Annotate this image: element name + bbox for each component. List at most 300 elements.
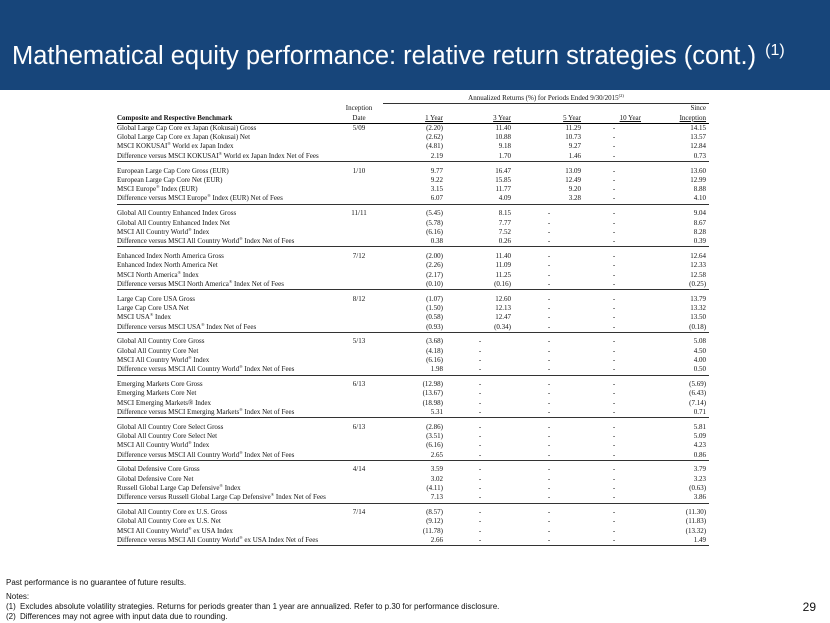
one-year-value: (0.93) — [383, 323, 446, 333]
annualized-returns-header: Annualized Returns (%) for Periods Ended 9/30/2015$^{(2)}$ — [383, 94, 709, 104]
table-row — [117, 295, 709, 304]
inception-date: 5/13 — [352, 337, 366, 346]
composite-name: Large Cap Core USA Net — [117, 303, 189, 312]
ten-year-value: - — [612, 337, 616, 346]
ten-year-value: - — [584, 194, 644, 204]
ten-year-value: - — [612, 517, 616, 526]
table-row — [117, 380, 709, 389]
inception-date: 5/09 — [352, 123, 366, 132]
inception-date — [335, 323, 383, 333]
ten-year-value: - — [612, 474, 616, 483]
three-year-value: 1.70 — [446, 152, 514, 162]
three-year-value: (0.16) — [446, 280, 514, 290]
composite-name: Global All Country Enhanced Index Net — [117, 218, 230, 227]
table-row — [117, 493, 709, 503]
since-inception-value: 5.81 — [693, 422, 707, 431]
table-row — [117, 219, 709, 228]
composite-name: Russell Global Large Cap Defensive® Index — [117, 483, 241, 492]
five-year-value: - — [547, 303, 551, 312]
ten-year-value: - — [584, 323, 644, 333]
three-year-value: - — [478, 526, 482, 535]
three-year-value: 10.88 — [495, 133, 511, 142]
three-year-value: 0.26 — [446, 237, 514, 247]
inception-date — [335, 389, 383, 398]
five-year-value: 10.73 — [565, 133, 581, 142]
inception-date — [335, 441, 383, 450]
table-row — [117, 280, 709, 290]
table-row — [117, 304, 709, 313]
inception-date — [335, 432, 383, 441]
since-inception-value: 4.10 — [644, 194, 709, 204]
table-row — [117, 441, 709, 450]
inception-date — [335, 176, 383, 185]
three-year-value: - — [446, 408, 514, 418]
ten-year-value: - — [612, 526, 616, 535]
three-year-value: - — [478, 508, 482, 517]
since-inception-value: (11.83) — [685, 517, 707, 526]
inception-date — [335, 261, 383, 270]
three-year-value: 12.13 — [495, 303, 511, 312]
five-year-value: 12.49 — [565, 175, 581, 184]
one-year-value: 2.66 — [383, 536, 446, 546]
composite-name: Difference versus Russell Global Large Cap Defensive® Index Net of Fees — [117, 493, 335, 503]
table-row — [117, 237, 709, 247]
table-row — [117, 152, 709, 162]
since-header-line2: Inception — [679, 113, 707, 122]
since-inception-value: 0.73 — [644, 152, 709, 162]
since-inception-value: 12.84 — [690, 142, 707, 151]
composite-name: European Large Cap Core Gross (EUR) — [117, 166, 229, 175]
ten-year-value: - — [612, 294, 616, 303]
inception-date — [335, 271, 383, 280]
table-row — [117, 123, 709, 133]
inception-date — [335, 237, 383, 247]
inception-date — [335, 484, 383, 493]
five-year-value: - — [547, 380, 551, 389]
one-year-value: (3.68) — [426, 337, 443, 346]
five-year-value: - — [547, 313, 551, 322]
composite-name: Emerging Markets Core Net — [117, 389, 197, 398]
table-row — [117, 313, 709, 322]
ten-year-value: - — [612, 389, 616, 398]
five-year-value: - — [547, 422, 551, 431]
one-year-value: (3.51) — [426, 432, 443, 440]
table-row — [117, 365, 709, 375]
five-year-value: - — [547, 389, 551, 398]
inception-date — [335, 365, 383, 375]
five-year-value: - — [514, 493, 584, 503]
composite-name: Global Large Cap Core ex Japan (Kokusai) Gross — [117, 123, 257, 132]
inception-date — [335, 142, 383, 151]
one-year-value: (2.62) — [426, 133, 443, 142]
inception-date — [335, 517, 383, 526]
composite-name: Difference versus MSCI All Country World® ex USA Index Net of Fees — [117, 536, 335, 546]
ten-year-value: - — [584, 237, 644, 247]
composite-name: MSCI All Country World® ex USA Index — [117, 526, 233, 535]
three-year-header: 3 Year — [493, 113, 511, 122]
inception-date — [335, 185, 383, 194]
five-year-value: - — [514, 451, 584, 461]
since-inception-value: 9.04 — [693, 209, 707, 218]
five-year-value: - — [547, 294, 551, 303]
composite-name: MSCI Emerging Markets® Index — [117, 398, 212, 407]
table-row — [117, 408, 709, 418]
table-row — [117, 517, 709, 526]
since-inception-value: (0.63) — [689, 483, 707, 492]
composite-name: Difference versus MSCI North America® Index Net of Fees — [117, 280, 335, 290]
ten-year-value: - — [612, 227, 616, 236]
one-year-value: 2.65 — [383, 451, 446, 461]
five-year-value: - — [547, 474, 551, 483]
ten-year-value: - — [612, 355, 616, 364]
five-year-value: - — [547, 270, 551, 279]
ten-year-value: - — [584, 152, 644, 162]
three-year-value: - — [478, 389, 482, 398]
composite-name: MSCI KOKUSAI® World ex Japan Index — [117, 142, 234, 151]
one-year-value: (2.00) — [426, 251, 443, 260]
notes-label: Notes: — [6, 592, 30, 601]
five-year-value: - — [547, 517, 551, 526]
inception-date — [335, 399, 383, 408]
one-year-value: (4.18) — [426, 346, 443, 355]
table-row — [117, 536, 709, 546]
since-inception-value: 3.79 — [693, 465, 707, 474]
since-inception-value: 1.49 — [644, 536, 709, 546]
inception-date: 1/10 — [352, 166, 366, 175]
since-inception-value: 14.15 — [690, 123, 707, 132]
since-inception-value: 12.99 — [690, 175, 707, 184]
one-year-value: 3.02 — [430, 474, 443, 483]
three-year-value: - — [478, 380, 482, 389]
five-year-value: - — [547, 508, 551, 517]
ten-year-value: - — [584, 451, 644, 461]
composite-name: Large Cap Core USA Gross — [117, 294, 196, 303]
three-year-value: - — [478, 355, 482, 364]
one-year-value: 3.15 — [430, 185, 443, 194]
three-year-value: 11.25 — [495, 270, 511, 279]
three-year-value: 7.77 — [498, 218, 511, 227]
since-inception-value: 4.50 — [693, 346, 707, 355]
inception-date — [335, 228, 383, 237]
composite-name: European Large Cap Core Net (EUR) — [117, 175, 223, 184]
three-year-value: - — [478, 398, 482, 407]
inception-date — [335, 313, 383, 322]
composite-name: Global Large Cap Core ex Japan (Kokusai) Net — [117, 133, 251, 142]
since-inception-value: (6.43) — [689, 389, 707, 398]
composite-name: Emerging Markets Core Gross — [117, 380, 203, 389]
table-row — [117, 484, 709, 493]
one-year-value: (2.20) — [426, 123, 443, 132]
composite-name: Global All Country Core Select Net — [117, 432, 218, 440]
inception-date: 7/12 — [352, 251, 366, 260]
performance-table-body — [117, 123, 709, 545]
composite-header: Composite and Respective Benchmark — [117, 114, 335, 124]
ten-year-value: - — [612, 185, 616, 194]
header-row-2 — [117, 104, 709, 114]
inception-date — [335, 194, 383, 204]
since-inception-value: 8.88 — [693, 185, 707, 194]
note-2: (2) Differences may not agree with input data due to rounding. — [6, 612, 228, 621]
ten-year-value: - — [612, 346, 616, 355]
inception-date: 4/14 — [352, 465, 366, 474]
since-inception-value: (0.25) — [644, 280, 709, 290]
performance-disclaimer: Past performance is no guarantee of future results. — [6, 578, 187, 587]
inception-header-line1: Inception — [345, 104, 373, 113]
three-year-value: (0.34) — [446, 323, 514, 333]
page-title — [12, 42, 785, 71]
since-inception-value: 5.09 — [693, 432, 707, 440]
since-inception-value: 4.00 — [693, 355, 707, 364]
one-year-value: (5.45) — [426, 209, 443, 218]
one-year-value: (13.67) — [422, 389, 443, 398]
ten-year-value: - — [612, 398, 616, 407]
inception-date — [335, 219, 383, 228]
one-year-value: (8.57) — [426, 508, 443, 517]
table-row — [117, 261, 709, 270]
composite-name: Enhanced Index North America Gross — [117, 251, 224, 260]
composite-name: Global All Country Enhanced Index Gross — [117, 209, 237, 218]
since-inception-value: (11.30) — [685, 508, 707, 517]
table-row — [117, 176, 709, 185]
three-year-value: 16.47 — [495, 166, 511, 175]
composite-name: Global Defensive Core Net — [117, 474, 194, 483]
one-year-value: 9.77 — [430, 166, 443, 175]
ten-year-value: - — [584, 408, 644, 418]
five-year-value: - — [547, 218, 551, 227]
inception-date — [335, 451, 383, 461]
five-year-value: 3.28 — [514, 194, 584, 204]
five-year-value: - — [547, 465, 551, 474]
table-row — [117, 185, 709, 194]
three-year-value: 15.85 — [495, 175, 511, 184]
ten-year-value: - — [612, 270, 616, 279]
composite-name: MSCI All Country World® Index — [117, 227, 210, 236]
ten-year-value: - — [584, 536, 644, 546]
since-inception-value: 5.08 — [693, 337, 707, 346]
one-year-value: (0.58) — [426, 313, 443, 322]
one-year-value: (6.16) — [426, 227, 443, 236]
composite-name: MSCI North America® Index — [117, 270, 199, 279]
ten-year-value: - — [612, 166, 616, 175]
three-year-value: - — [446, 451, 514, 461]
since-inception-value: 3.23 — [693, 474, 707, 483]
ten-year-value: - — [612, 432, 616, 440]
five-year-value: - — [547, 209, 551, 218]
composite-name: Difference versus MSCI All Country World® Index Net of Fees — [117, 365, 335, 375]
composite-name: Global All Country Core Net — [117, 346, 199, 355]
table-row — [117, 133, 709, 142]
one-year-value: (11.78) — [422, 526, 443, 535]
three-year-value: - — [446, 365, 514, 375]
ten-year-value: - — [612, 380, 616, 389]
one-year-value: (18.98) — [422, 398, 443, 407]
inception-date — [335, 356, 383, 365]
ten-year-value: - — [612, 209, 616, 218]
performance-table — [117, 94, 709, 546]
one-year-value: (6.16) — [426, 441, 443, 450]
table-row — [117, 356, 709, 365]
three-year-value: - — [478, 465, 482, 474]
ten-year-header: 10 Year — [619, 113, 641, 122]
composite-name: Global All Country Core Select Gross — [117, 422, 224, 431]
one-year-value: (9.12) — [426, 517, 443, 526]
three-year-value: 11.40 — [495, 123, 511, 132]
inception-date: 6/13 — [352, 422, 366, 431]
since-inception-value: 12.64 — [690, 251, 707, 260]
three-year-value: - — [478, 432, 482, 440]
ten-year-value: - — [584, 365, 644, 375]
since-inception-value: 13.32 — [690, 303, 707, 312]
five-year-value: 13.09 — [565, 166, 581, 175]
table-row — [117, 432, 709, 441]
table-row — [117, 252, 709, 261]
inception-date — [335, 536, 383, 546]
header-row-3 — [117, 114, 709, 124]
one-year-value: (4.81) — [426, 142, 443, 151]
one-year-value: 0.38 — [383, 237, 446, 247]
table-row — [117, 271, 709, 280]
since-inception-value: 12.33 — [690, 261, 707, 270]
since-inception-value: 0.50 — [644, 365, 709, 375]
ten-year-value: - — [612, 123, 616, 132]
ten-year-value: - — [584, 280, 644, 290]
inception-date — [335, 527, 383, 536]
one-year-value: 5.31 — [383, 408, 446, 418]
table-row — [117, 323, 709, 333]
five-year-value: 1.46 — [514, 152, 584, 162]
table-row — [117, 451, 709, 461]
since-inception-value: (7.14) — [689, 398, 707, 407]
ten-year-value: - — [612, 422, 616, 431]
composite-name: Global All Country Core ex U.S. Net — [117, 517, 221, 526]
composite-name: MSCI All Country World® Index — [117, 441, 210, 450]
composite-name: Global Defensive Core Gross — [117, 465, 200, 474]
three-year-value: 9.18 — [498, 142, 511, 151]
ten-year-value: - — [612, 142, 616, 151]
since-inception-value: 4.23 — [693, 441, 707, 450]
since-inception-value: 0.86 — [644, 451, 709, 461]
page-title-text: Mathematical equity performance: relative return strategies (cont.) — [12, 42, 757, 70]
one-year-value: (1.07) — [426, 294, 443, 303]
three-year-value: - — [446, 493, 514, 503]
ten-year-value: - — [584, 493, 644, 503]
table-row — [117, 347, 709, 356]
table-row — [117, 142, 709, 151]
one-year-value: (2.26) — [426, 261, 443, 270]
title-bar — [0, 0, 830, 90]
table-row — [117, 527, 709, 536]
ten-year-value: - — [612, 133, 616, 142]
five-year-value: - — [547, 337, 551, 346]
table-row — [117, 228, 709, 237]
inception-date — [335, 133, 383, 142]
composite-name: Difference versus MSCI KOKUSAI® World ex Japan Index Net of Fees — [117, 152, 335, 162]
five-year-value: - — [547, 441, 551, 450]
three-year-value: - — [478, 346, 482, 355]
three-year-value: 4.09 — [446, 194, 514, 204]
table-row — [117, 423, 709, 432]
ten-year-value: - — [612, 313, 616, 322]
ten-year-value: - — [612, 175, 616, 184]
one-year-value: 6.07 — [383, 194, 446, 204]
one-year-value: (1.50) — [426, 303, 443, 312]
inception-date — [335, 493, 383, 503]
table-row — [117, 209, 709, 218]
five-year-value: - — [514, 237, 584, 247]
inception-date: 8/12 — [352, 294, 366, 303]
composite-name: Difference versus MSCI Emerging Markets® Index Net of Fees — [117, 408, 335, 418]
five-year-value: - — [514, 536, 584, 546]
five-year-value: - — [547, 398, 551, 407]
three-year-value: - — [478, 517, 482, 526]
five-year-value: - — [547, 432, 551, 440]
ten-year-value: - — [612, 483, 616, 492]
one-year-value: 7.13 — [383, 493, 446, 503]
five-year-value: 9.20 — [568, 185, 581, 194]
header-row-1 — [117, 94, 709, 104]
composite-name: Difference versus MSCI All Country World® Index Net of Fees — [117, 451, 335, 461]
five-year-value: - — [547, 251, 551, 260]
composite-name: Global All Country Core Gross — [117, 337, 205, 346]
table-row — [117, 337, 709, 346]
three-year-value: - — [478, 422, 482, 431]
since-inception-value: (5.69) — [689, 380, 707, 389]
since-inception-value: 13.79 — [690, 294, 707, 303]
since-header-line1: Since — [690, 104, 707, 113]
ten-year-value: - — [612, 441, 616, 450]
three-year-value: 12.47 — [495, 313, 511, 322]
five-year-value: 9.27 — [568, 142, 581, 151]
inception-date — [335, 408, 383, 418]
three-year-value: 11.40 — [495, 251, 511, 260]
three-year-value: 12.60 — [495, 294, 511, 303]
composite-name: Enhanced Index North America Net — [117, 261, 218, 270]
one-year-value: (2.17) — [426, 270, 443, 279]
inception-date: 7/14 — [352, 508, 366, 517]
inception-date — [335, 475, 383, 484]
five-year-value: - — [547, 346, 551, 355]
inception-date — [335, 280, 383, 290]
composite-name: Difference versus MSCI Europe® Index (EUR) Net of Fees — [117, 194, 335, 204]
five-year-value: - — [514, 365, 584, 375]
five-year-value: - — [514, 280, 584, 290]
since-inception-value: 12.58 — [690, 270, 707, 279]
since-inception-value: 0.71 — [644, 408, 709, 418]
composite-name: Difference versus MSCI USA® Index Net of Fees — [117, 323, 335, 333]
three-year-value: - — [478, 337, 482, 346]
five-year-value: - — [547, 483, 551, 492]
one-year-value: 2.19 — [383, 152, 446, 162]
since-inception-value: 8.67 — [693, 218, 707, 227]
table-row — [117, 399, 709, 408]
one-year-value: 1.98 — [383, 365, 446, 375]
five-year-value: - — [547, 526, 551, 535]
inception-date: 6/13 — [352, 380, 366, 389]
three-year-value: - — [446, 536, 514, 546]
three-year-value: - — [478, 483, 482, 492]
since-inception-value: 13.57 — [690, 133, 707, 142]
one-year-value: 9.22 — [430, 175, 443, 184]
page-title-footnote: (1) — [765, 42, 785, 59]
one-year-value: (4.11) — [426, 483, 443, 492]
five-year-value: - — [547, 227, 551, 236]
three-year-value: 11.09 — [495, 261, 511, 270]
since-inception-value: 13.50 — [690, 313, 707, 322]
ten-year-value: - — [612, 218, 616, 227]
five-year-value: - — [547, 355, 551, 364]
table-row — [117, 194, 709, 204]
five-year-value: - — [547, 261, 551, 270]
